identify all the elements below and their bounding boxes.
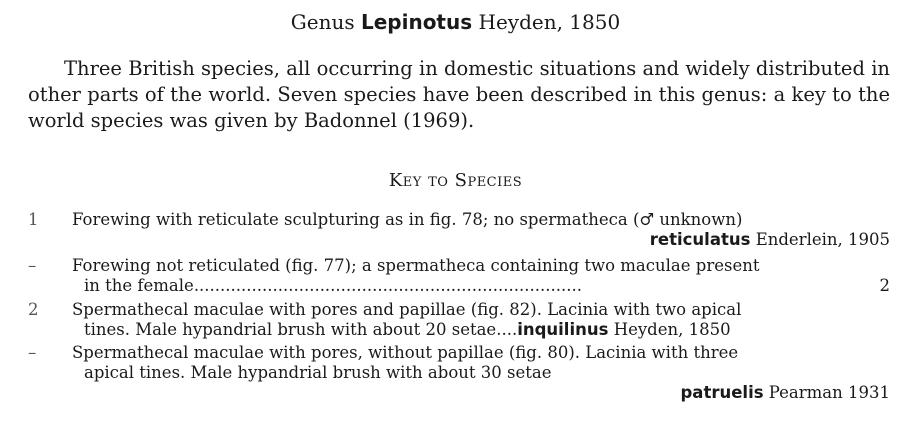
couplet-number: – [28,256,37,275]
couplet-text: Forewing with reticulate sculpturing as in fig. 78; no spermatheca (♂ unknown) [72,210,743,229]
key-couplet-2a [28,300,890,340]
genus-word: Genus [290,10,355,34]
couplet-text: Spermathecal maculae with pores, without papillae (fig. 80). Lacinia with three [72,343,739,362]
couplet-text: Forewing not reticulated (fig. 77); a spermatheca containing two maculae present [72,256,760,275]
couplet-text: Spermathecal maculae with pores and papillae (fig. 82). Lacinia with two apical [72,300,742,319]
key-couplet-1b [28,256,890,296]
genus-author-year: Heyden, 1850 [478,10,621,34]
species-name: inquilinus [517,320,609,339]
couplet-continuation [72,276,890,296]
couplet-text-line2: tines. Male hypandrial brush with about 20 setae [84,320,497,339]
lead-number: 2 [879,276,890,295]
species-authority: Enderlein, 1905 [755,230,890,249]
key-couplet-1a [28,210,890,250]
couplet-result [72,230,890,250]
couplet-result [72,383,890,403]
species-name: reticulatus [649,230,751,249]
intro-paragraph: Three British species, all occurring in domestic situations and widely distributed in other parts of the world. Seven species have been described in this genus: a key to the world species was given by Badonnel (1969). [28,57,890,132]
key-heading: Key to Species [388,170,523,191]
leader-dots: .... [496,320,518,339]
key-couplet-2b [28,343,890,405]
genus-title [0,10,911,34]
genus-name: Lepinotus [360,10,473,34]
leader-dots: .......................................................................... [193,276,582,295]
species-authority: Pearman 1931 [768,383,890,402]
couplet-number: 1 [28,210,39,229]
couplet-number: – [28,343,37,362]
species-name: patruelis [680,383,764,402]
couplet-text-line2: apical tines. Male hypandrial brush with about 30 setae [84,363,552,382]
couplet-continuation [72,320,890,340]
couplet-text-line2: in the female [84,276,194,295]
couplet-number: 2 [28,300,39,319]
species-authority: Heyden, 1850 [613,320,731,339]
